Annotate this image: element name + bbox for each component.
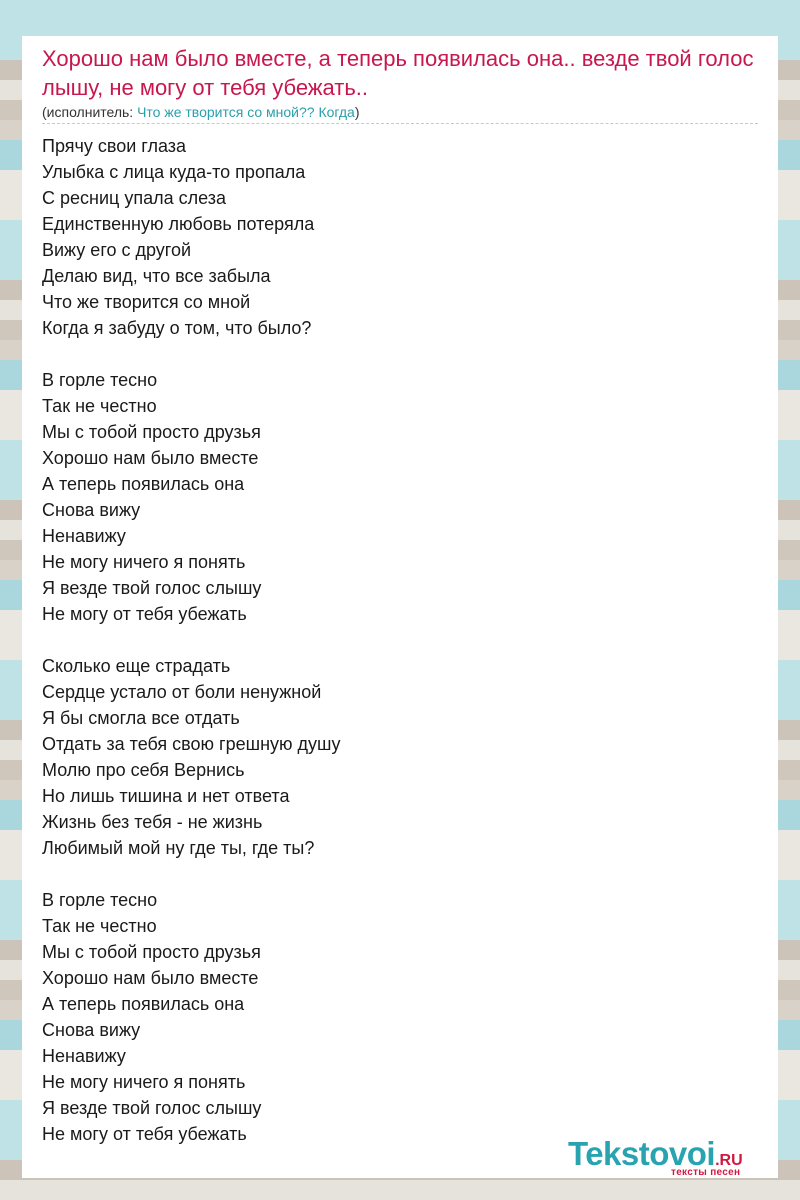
lyric-line: Вижу его с другой xyxy=(42,240,192,260)
artist-line xyxy=(42,103,360,121)
lyric-line: Делаю вид, что все забыла xyxy=(42,266,271,286)
lyric-line: Любимый мой ну где ты, где ты? xyxy=(42,838,315,858)
lyric-line: Так не честно xyxy=(42,916,157,936)
lyric-line: Хорошо нам было вместе xyxy=(42,968,259,988)
lyric-line: Когда я забуду о том, что было? xyxy=(42,318,312,338)
divider xyxy=(42,123,758,124)
logo-tagline: тексты песен xyxy=(671,1167,741,1178)
logo-name: Tekstovoi xyxy=(568,1135,716,1172)
lyrics-card xyxy=(22,36,778,1178)
lyric-line: А теперь появилась она xyxy=(42,474,245,494)
lyric-line: Я везде твой голос слышу xyxy=(42,1098,262,1118)
artist-link[interactable]: Что же творится со мной?? Когда xyxy=(137,104,355,120)
lyric-line: Не могу от тебя убежать xyxy=(42,604,247,624)
lyric-line: Что же творится со мной xyxy=(42,292,251,312)
lyric-line: Не могу ничего я понять xyxy=(42,1072,246,1092)
lyric-line: Молю про себя Вернись xyxy=(42,760,245,780)
lyric-line: Хорошо нам было вместе xyxy=(42,448,259,468)
artist-suffix: ) xyxy=(354,104,360,120)
lyric-line: Отдать за тебя свою грешную душу xyxy=(42,734,341,754)
stanza-1 xyxy=(42,133,742,341)
site-logo[interactable] xyxy=(568,1136,778,1176)
lyric-line: Единственную любовь потеряла xyxy=(42,214,315,234)
lyric-line: Улыбка с лица куда-то пропала xyxy=(42,162,306,182)
lyric-line: Жизнь без тебя - не жизнь xyxy=(42,812,263,832)
lyric-line: Сердце устало от боли ненужной xyxy=(42,682,322,702)
lyric-line: Не могу от тебя убежать xyxy=(42,1124,247,1144)
artist-prefix: (исполнитель: xyxy=(42,104,138,120)
lyrics-body xyxy=(42,133,742,1173)
lyric-line: В горле тесно xyxy=(42,890,158,910)
lyric-line: Снова вижу xyxy=(42,1020,141,1040)
lyric-line: Я бы смогла все отдать xyxy=(42,708,240,728)
lyric-line: С ресниц упала слеза xyxy=(42,188,226,208)
lyric-line: Я везде твой голос слышу xyxy=(42,578,262,598)
lyric-line: Прячу свои глаза xyxy=(42,136,187,156)
lyric-line: А теперь появилась она xyxy=(42,994,245,1014)
stanza-3 xyxy=(42,653,742,861)
lyric-line: Сколько еще страдать xyxy=(42,656,231,676)
lyric-line: В горле тесно xyxy=(42,370,158,390)
lyric-line: Мы с тобой просто друзья xyxy=(42,942,261,962)
song-title: Хорошо нам было вместе, а теперь появилась она.. везде твой голос лышу, не могу от тебя убежать.. xyxy=(42,46,754,100)
lyric-line: Ненавижу xyxy=(42,1046,126,1066)
lyric-line: Ненавижу xyxy=(42,526,126,546)
stanza-2 xyxy=(42,367,742,627)
lyric-line: Но лишь тишина и нет ответа xyxy=(42,786,290,806)
stanza-4 xyxy=(42,887,742,1147)
logo-tld: .RU xyxy=(715,1152,743,1169)
lyric-line: Снова вижу xyxy=(42,500,141,520)
lyric-line: Не могу ничего я понять xyxy=(42,552,246,572)
lyric-line: Так не честно xyxy=(42,396,157,416)
lyric-line: Мы с тобой просто друзья xyxy=(42,422,261,442)
